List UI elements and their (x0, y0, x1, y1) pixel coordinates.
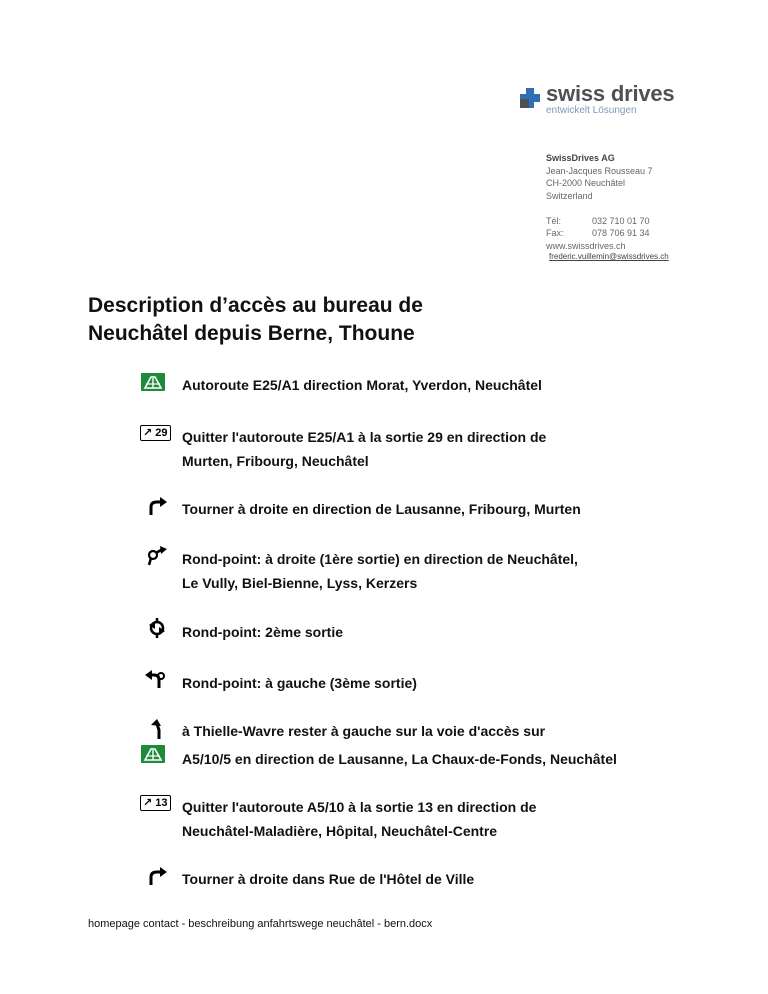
step-turn-right-lausanne (182, 497, 581, 521)
logo-tagline: entwickelt Lösungen (546, 105, 637, 116)
step-text: Rond-point: 2ème sortie (182, 624, 344, 640)
email-link[interactable]: frederic.vuillemin@swissdrives.ch (549, 252, 669, 261)
motorway-sign-icon (141, 745, 165, 763)
phone-label: Tél: (546, 215, 562, 226)
country: Switzerland (546, 190, 593, 201)
step-exit-29 (182, 425, 546, 473)
roundabout-icon (146, 617, 168, 639)
keep-left-icon (148, 718, 166, 740)
step-keep-left (182, 719, 545, 743)
turn-right-icon (147, 865, 169, 887)
motorway-sign-icon (141, 373, 165, 391)
street: Jean-Jacques Rousseau 7 (546, 165, 653, 176)
step-text: Quitter l'autoroute E25/A1 à la sortie 29 en direction de (182, 429, 547, 445)
footer-filename: homepage contact - beschreibung anfahrtswege neuchâtel - bern.docx (88, 918, 433, 930)
company-name: SwissDrives AG (546, 153, 615, 163)
step-roundabout-second-exit (182, 620, 343, 644)
exit-number: 29 (155, 427, 168, 439)
city: CH-2000 Neuchâtel (546, 178, 626, 188)
exit-arrow-icon: ↗ (143, 427, 153, 439)
step-text: Tourner à droite dans Rue de l'Hôtel de Ville (182, 871, 475, 887)
title-line-1: Description d’accès au bureau de (88, 294, 423, 317)
exit-number: 13 (155, 797, 168, 809)
turn-right-icon (147, 495, 169, 517)
fax-row (546, 227, 653, 240)
exit-arrow-icon: ↗ (143, 797, 153, 809)
motorway-exit-sign-icon (140, 795, 171, 811)
step-text: à Thielle-Wavre rester à gauche sur la voie d'accès sur (182, 723, 546, 739)
step-motorway-a5 (182, 747, 617, 771)
motorway-exit-sign-icon (140, 425, 171, 441)
roundabout-first-exit-icon (145, 545, 169, 567)
step-exit-13 (182, 795, 536, 843)
roundabout-left-icon (143, 668, 167, 690)
company-logo (518, 81, 678, 118)
page-title (88, 292, 423, 348)
step-text: A5/10/5 en direction de Lausanne, La Chaux-de-Fonds, Neuchâtel (182, 751, 617, 767)
fax-number: 078 706 91 34 (592, 228, 650, 238)
phone-number: 032 710 01 70 (592, 215, 650, 226)
step-text: Rond-point: à droite (1ère sortie) en direction de Neuchâtel, (182, 551, 578, 567)
step-text: Rond-point: à gauche (3ème sortie) (182, 675, 417, 691)
title-line-2: Neuchâtel depuis Berne, Thoune (88, 322, 415, 345)
step-roundabout-left (182, 671, 417, 695)
phone-row (546, 215, 653, 228)
step-motorway-e25 (182, 373, 542, 397)
logo-name: swiss drives (546, 81, 675, 106)
step-text: Neuchâtel-Maladière, Hôpital, Neuchâtel-Centre (182, 823, 498, 839)
step-text: Murten, Fribourg, Neuchâtel (182, 453, 369, 469)
step-text: Autoroute E25/A1 direction Morat, Yverdon, Neuchâtel (182, 377, 542, 393)
step-turn-right-hotel-de-ville (182, 867, 474, 891)
step-text: Tourner à droite en direction de Lausanne, Fribourg, Murten (182, 501, 581, 517)
website-link[interactable]: www.swissdrives.ch (546, 240, 626, 251)
step-text: Quitter l'autoroute A5/10 à la sortie 13 en direction de (182, 799, 537, 815)
swiss-cross-icon (518, 86, 542, 110)
fax-label: Fax: (546, 228, 564, 238)
step-roundabout-first-exit (182, 547, 578, 595)
step-text: Le Vully, Biel-Bienne, Lyss, Kerzers (182, 575, 418, 591)
address-block (546, 152, 653, 252)
